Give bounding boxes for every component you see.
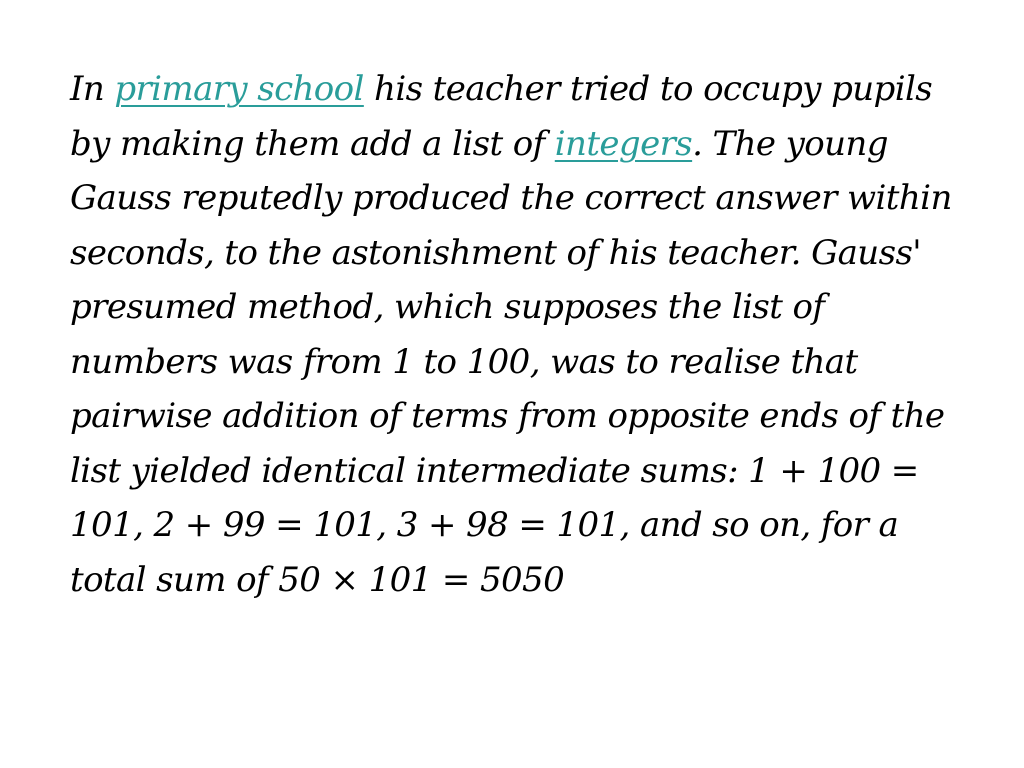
text-segment-3: . The young Gauss reputedly produced the correct answer within seconds, to the astonishment of his teacher. Gauss' presumed method, which supposes the list of numbers was from 1 to 100, was to realise that pairwise addition of terms from opposite ends of the list yielded identical intermediate sums: 1 + 100 = 101, 2 + 99 = 101, 3 + 98 = 101, and so on, for a total sum of 50 × 101 = 5050: [70, 123, 952, 600]
link-primary-school[interactable]: primary school: [114, 69, 364, 109]
text-segment-1: In: [70, 69, 115, 109]
link-integers[interactable]: integers: [554, 123, 693, 164]
text-segment-2: his teacher tried to occupy pupils by making them add a list of: [70, 69, 933, 164]
body-paragraph: [70, 62, 970, 607]
